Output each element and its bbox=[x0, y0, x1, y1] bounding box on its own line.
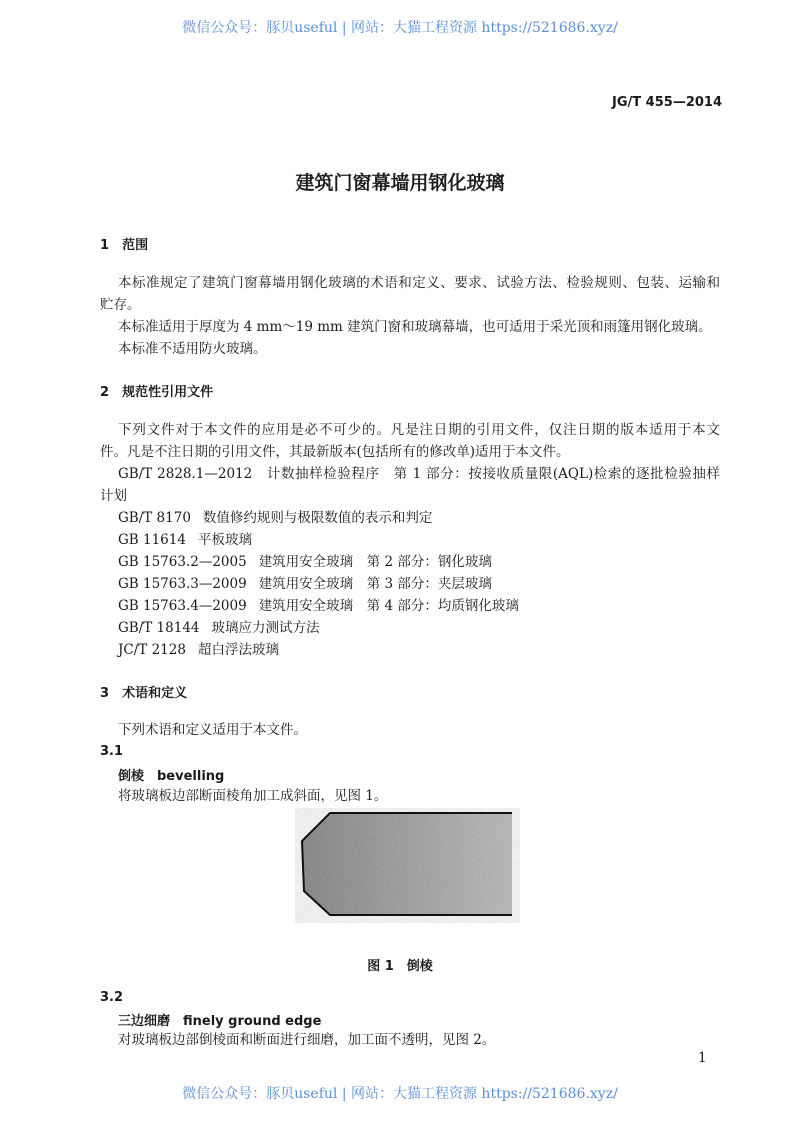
reference-item bbox=[118, 553, 492, 571]
watermark-bottom: 微信公众号：豚贝useful | 网站：大猫工程资源 https://521686.xyz/ bbox=[182, 1086, 618, 1102]
bevelling-figure bbox=[295, 808, 520, 923]
reference-item bbox=[118, 509, 432, 527]
reference-item bbox=[118, 531, 252, 549]
term-title: 三边细磨 finely ground edge bbox=[118, 1014, 322, 1029]
reference-item bbox=[118, 641, 279, 659]
page-number: 1 bbox=[698, 1050, 707, 1066]
standard-code: JG/T 455—2014 bbox=[612, 95, 722, 110]
paragraph: 贮存。 bbox=[100, 297, 141, 313]
page-title: 建筑门窗幕墙用钢化玻璃 bbox=[295, 172, 505, 194]
term-number: 3.2 bbox=[100, 990, 124, 1005]
reference-item bbox=[118, 619, 320, 637]
reference-item bbox=[118, 597, 519, 615]
reference-title: 数值修约规则与极限数值的表示和判定 bbox=[202, 510, 433, 526]
reference-title: 建筑用安全玻璃 第 2 部分：钢化玻璃 bbox=[258, 554, 492, 570]
section-1-heading: 1 范围 bbox=[100, 238, 149, 253]
paragraph: 本标准规定了建筑门窗幕墙用钢化玻璃的术语和定义、要求、试验方法、检验规则、包装、运输和 bbox=[118, 275, 720, 291]
reference-code: JC/T 2128 bbox=[118, 642, 186, 658]
paragraph: 本标准适用于厚度为 4 mm～19 mm 建筑门窗和玻璃幕墙，也可适用于采光顶和雨篷用钢化玻璃。 bbox=[118, 319, 712, 335]
section-3-heading: 3 术语和定义 bbox=[100, 686, 188, 701]
reference-code: GB 15763.2—2005 bbox=[118, 554, 247, 570]
reference-code: GB/T 18144 bbox=[118, 620, 200, 636]
reference-title: 建筑用安全玻璃 第 3 部分：夹层玻璃 bbox=[258, 576, 492, 592]
reference-code: GB/T 8170 bbox=[118, 510, 191, 526]
paragraph: 件。凡是不注日期的引用文件，其最新版本(包括所有的修改单)适用于本文件。 bbox=[100, 444, 570, 460]
reference-title: 玻璃应力测试方法 bbox=[211, 620, 320, 636]
figure-caption: 图 1 倒棱 bbox=[367, 959, 433, 974]
paragraph: 下列文件对于本文件的应用是必不可少的。凡是注日期的引用文件，仅注日期的版本适用于本文 bbox=[118, 422, 720, 438]
reference-code: GB 15763.3—2009 bbox=[118, 576, 247, 592]
paragraph: 本标准不适用防火玻璃。 bbox=[118, 341, 267, 357]
reference-item: GB/T 2828.1—2012 计数抽样检验程序 第 1 部分：按接收质量限(AQL)检索的逐批检验抽样 bbox=[118, 466, 720, 482]
reference-title: 超白浮法玻璃 bbox=[197, 642, 279, 658]
reference-item: 计划 bbox=[100, 488, 127, 504]
reference-title: 建筑用安全玻璃 第 4 部分：均质钢化玻璃 bbox=[258, 598, 519, 614]
term-title: 倒棱 bevelling bbox=[118, 769, 225, 784]
reference-item bbox=[118, 575, 492, 593]
reference-code: GB 15763.4—2009 bbox=[118, 598, 247, 614]
reference-title: 平板玻璃 bbox=[197, 532, 252, 548]
reference-code: GB 11614 bbox=[118, 532, 186, 548]
section-2-heading: 2 规范性引用文件 bbox=[100, 385, 214, 400]
term-definition: 对玻璃板边部倒棱面和断面进行细磨，加工面不透明，见图 2。 bbox=[118, 1032, 496, 1048]
term-definition: 将玻璃板边部断面棱角加工成斜面，见图 1。 bbox=[118, 788, 388, 804]
watermark-top: 微信公众号：豚贝useful | 网站：大猫工程资源 https://521686.xyz/ bbox=[182, 20, 618, 36]
term-number: 3.1 bbox=[100, 744, 124, 759]
paragraph: 下列术语和定义适用于本文件。 bbox=[118, 722, 307, 738]
